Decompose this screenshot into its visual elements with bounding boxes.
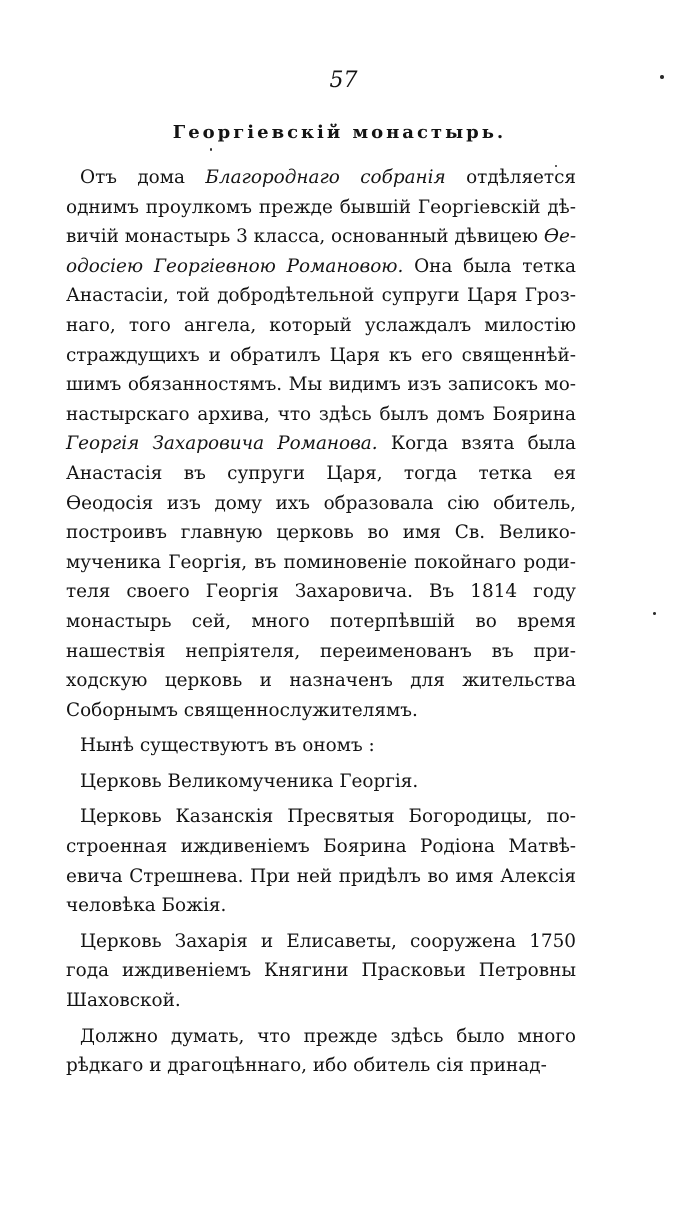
text-line: построивъ главную церковь во имя Св. Велико- xyxy=(66,522,576,544)
text-line: ходскую церковь и назначенъ для жительства xyxy=(66,670,576,692)
text-line: теля своего Георгія Захаровича. Въ 1814 году xyxy=(66,581,576,603)
text-line: Нынѣ существуютъ въ ономъ : xyxy=(80,735,375,757)
paragraph xyxy=(66,1022,576,1081)
body-text xyxy=(66,163,576,1081)
italic-phrase: Георгія Захаровича Романова. xyxy=(66,433,378,455)
italic-phrase: Благороднаго собранія xyxy=(205,167,446,188)
scan-speck xyxy=(555,165,557,167)
text-line: шимъ обязанностямъ. Мы видимъ изъ записокъ мо- xyxy=(66,374,576,396)
italic-phrase: Ѳе- xyxy=(543,226,577,248)
text-line: Шаховской. xyxy=(66,990,181,1012)
paragraph xyxy=(66,731,576,761)
text-line: евича Стрешнева. При ней придѣлъ во имя Алексія xyxy=(66,865,576,887)
text-line: монастырь сей, много потерпѣвшій во время xyxy=(66,610,576,632)
text-line: Церковь Казанскія Пресвятыя Богородицы, по- xyxy=(80,806,576,828)
text-line: нашествія непріятеля, переименованъ въ при- xyxy=(66,640,576,662)
text-line: строенная иждивеніемъ Боярина Родіона Матвѣ- xyxy=(66,836,576,858)
text-line: Церковь Великомученика Георгія. xyxy=(80,770,419,792)
text-line: Ѳеодосія изъ дому ихъ образовала сію обитель, xyxy=(66,492,576,514)
text-line: человѣка Божія. xyxy=(66,895,227,917)
paragraph xyxy=(66,927,576,1016)
text-line: однимъ проулкомъ прежде бывшій Георгіевскій дѣ- xyxy=(66,196,576,218)
text-line: настырскаго архива, что здѣсь былъ домъ Боярина xyxy=(66,403,576,425)
paragraph xyxy=(66,802,576,920)
text-line: года иждивеніемъ Княгини Прасковьи Петровны xyxy=(66,960,576,982)
text-line: Соборнымъ священнослужителямъ. xyxy=(66,699,418,721)
paragraph xyxy=(66,767,576,797)
text-line: Должно думать, что прежде здѣсь было много xyxy=(80,1025,576,1047)
text-line: Георгія Захаровича Романова. Когда взята была xyxy=(66,433,576,455)
text-line: страждущихъ и обратилъ Царя къ его священнѣй- xyxy=(66,344,576,366)
text-line: Церковь Захарія и Елисаветы, сооружена 1750 xyxy=(80,930,576,952)
text-line: Анастасіи, той добродѣтельной супруги Царя Гроз- xyxy=(66,285,576,307)
text-line: вичій монастырь 3 класса, основанный дѣвицею Ѳе- xyxy=(66,226,577,248)
scan-speck xyxy=(653,612,656,615)
italic-phrase: одосіею Георгіевною Романовою. xyxy=(66,255,404,277)
text-line: одосіею Георгіевною Романовою. Она была тетка xyxy=(66,255,576,277)
page-heading: Георгіевскій монастырь. xyxy=(172,122,507,143)
scan-speck xyxy=(660,75,664,79)
text-line: мученика Георгія, въ поминовеніе покойнаго роди- xyxy=(66,551,576,573)
scan-speck xyxy=(210,148,212,151)
text-line: Анастасія въ супруги Царя, тогда тетка ея xyxy=(66,462,576,484)
text-line: наго, того ангела, который услаждалъ милостію xyxy=(66,314,576,336)
paragraph xyxy=(66,163,576,725)
text-line: Отъ дома Благороднаго собранія отдѣляется xyxy=(80,167,577,188)
page-number: 57 xyxy=(329,68,358,93)
text-line: рѣдкаго и драгоцѣннаго, ибо обитель сія принад- xyxy=(66,1055,547,1077)
